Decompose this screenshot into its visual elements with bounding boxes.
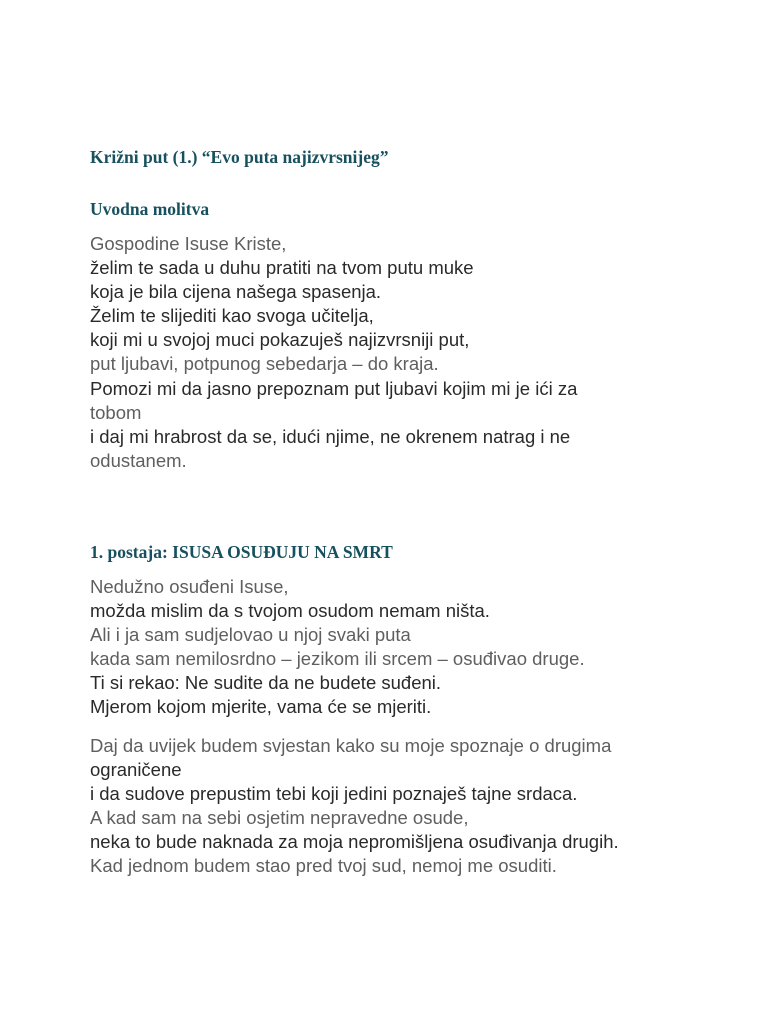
station-paragraph-2 [90, 734, 750, 879]
prayer-line: ograničene [90, 759, 182, 781]
prayer-line: koji mi u svojoj muci pokazuješ najizvrsniji put, [90, 329, 470, 351]
prayer-line: i daj mi hrabrost da se, idući njime, ne okrenem natrag i ne [90, 425, 571, 447]
prayer-line: Pomozi mi da jasno prepoznam put ljubavi kojim mi je ići za [90, 377, 578, 399]
prayer-line: Kad jednom budem stao pred tvoj sud, nemoj me osuditi. [90, 855, 557, 877]
prayer-line: Nedužno osuđeni Isuse, [90, 576, 289, 597]
station-paragraph-1 [90, 575, 750, 720]
prayer-line: Gospodine Isuse Kriste, [90, 233, 287, 254]
prayer-line: tobom [90, 401, 142, 423]
prayer-line: neka to bude naknada za moja nepromišljena osuđivanja drugih. [90, 831, 619, 853]
prayer-line: Ali i ja sam sudjelovao u njoj svaki puta [90, 624, 411, 646]
prayer-line: put ljubavi, potpunog sebedarja – do kraja. [90, 353, 439, 375]
intro-prayer [90, 232, 750, 473]
prayer-line: kada sam nemilosrdno – jezikom ili srcem – osuđivao druge. [90, 648, 585, 670]
prayer-line: Ti si rekao: Ne sudite da ne budete suđeni. [90, 672, 442, 694]
document-title: Križni put (1.) “Evo puta najizvrsnijeg” [90, 147, 389, 167]
prayer-line: odustanem. [90, 449, 187, 471]
intro-heading: Uvodna molitva [90, 199, 210, 219]
prayer-line: želim te sada u duhu pratiti na tvom putu muke [90, 257, 474, 279]
prayer-line: Mjerom kojom mjerite, vama će se mjeriti. [90, 696, 432, 718]
prayer-line: koja je bila cijena našega spasenja. [90, 281, 382, 303]
prayer-line: A kad sam na sebi osjetim nepravedne osude, [90, 807, 469, 829]
prayer-line: možda mislim da s tvojom osudom nemam ništa. [90, 600, 490, 622]
prayer-line: i da sudove prepustim tebi koji jedini poznaješ tajne srdaca. [90, 783, 578, 805]
prayer-line: Želim te slijediti kao svoga učitelja, [90, 305, 374, 327]
prayer-line: Daj da uvijek budem svjestan kako su moje spoznaje o drugima [90, 735, 612, 756]
station-heading: 1. postaja: ISUSA OSUĐUJU NA SMRT [90, 542, 393, 562]
